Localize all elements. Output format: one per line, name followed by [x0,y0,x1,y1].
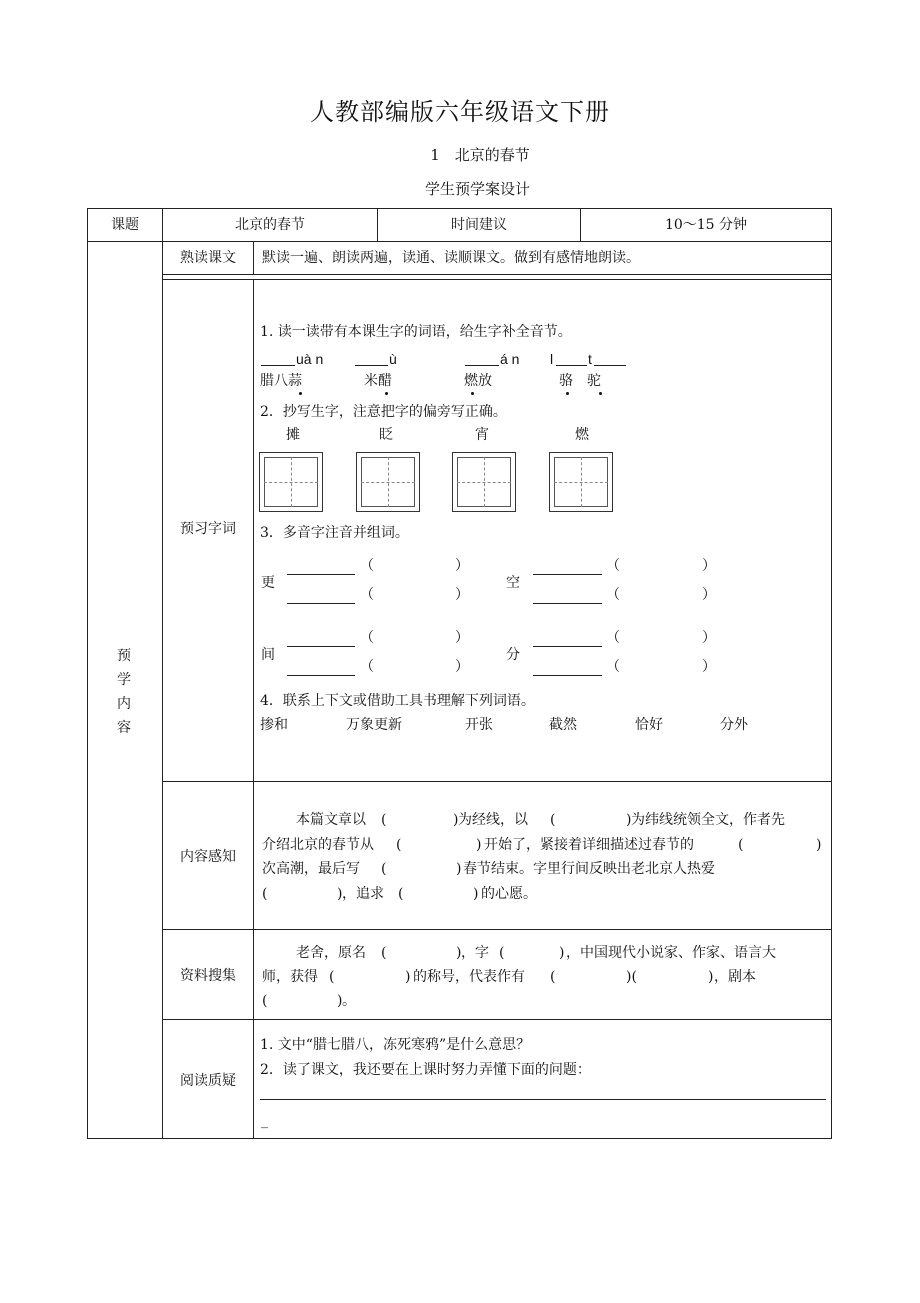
vocab-term: 截然 [549,717,577,733]
table-col-divider [253,241,254,275]
blank-open: ( [381,945,387,961]
paren-close: ） [455,630,469,646]
pinyin-blank[interactable] [465,365,499,366]
reading-content: 默读一遍、朗读两遍，读通、读顺课文。做到有感情地朗读。 [262,250,640,266]
blank-open: ( [550,812,556,828]
vocab-term: 开张 [465,717,493,733]
reading-label: 熟读课文 [180,250,236,266]
research-text: 。 [342,993,356,1009]
pinyin-final: uà n [296,351,324,367]
research-text: ，中国现代小说家、作家、语言大 [566,945,776,961]
pinyin-answer-line[interactable] [533,675,602,676]
answer-line[interactable] [260,1099,826,1100]
research-label: 资料搜集 [180,968,236,984]
vocab-question-2: 2．抄写生字，注意把字的偏旁写正确。 [260,404,507,420]
blank-open: ( [381,812,387,828]
content-text: 为纬线统领全文，作者先 [631,812,785,828]
pinyin-answer-line[interactable] [533,646,602,647]
pinyin-blank[interactable] [355,365,388,366]
blank-open: ( [550,969,556,985]
table-row-divider [162,929,832,930]
paren-open: （ [360,659,374,675]
paren-close: ） [455,558,469,574]
research-text: ，字 [461,945,489,961]
blank-close: ) [473,886,479,902]
emphasis-dot [566,392,569,395]
pinyin-answer-line[interactable] [287,574,355,575]
content-text: 介绍北京的春节从 [262,837,374,853]
side-label-char: 内 [117,696,131,712]
paren-open: （ [360,587,374,603]
blank-close: ) [337,886,343,902]
blank-open: ( [262,886,268,902]
blank-close: ) [337,993,343,1009]
lesson-title: 1 北京的春节 [430,146,530,164]
emphasis-dot [471,392,474,395]
page-title: 人教部编版六年级语文下册 [310,98,610,126]
pinyin-blank[interactable] [594,365,626,366]
blank-close: ) [456,861,462,877]
vocab-label: 预习字词 [180,521,236,537]
table-right-border [831,208,832,1139]
paren-open: （ [606,630,620,646]
time-value: 10～15 分钟 [664,217,748,233]
copy-char: 燃 [575,427,589,443]
topic-label: 课题 [111,217,139,233]
emphasis-dot [385,392,388,395]
table-left-border [87,208,88,1139]
blank-open: ( [499,945,505,961]
vocab-question-1: 1. 读一读带有本课生字的词语，给生字补全音节。 [260,324,572,340]
vocab-word: 腊八蒜 [260,373,302,389]
content-text: ，追求 [342,886,384,902]
content-text: 次高潮，最后写 [262,861,360,877]
time-label: 时间建议 [451,217,507,233]
polyphone-char: 空 [506,575,520,591]
paren-close: ） [702,587,716,603]
vocab-question-4: 4．联系上下文或借助工具书理解下列词语。 [260,693,535,709]
blank-open: ( [396,837,402,853]
content-text: 开始了，紧接着详细描述过春节的 [484,837,694,853]
paren-close: ） [702,659,716,675]
table-col-divider [253,279,254,1139]
pinyin-answer-line[interactable] [287,603,355,604]
side-label [114,644,134,740]
vocab-word: 骆 驼 [559,373,601,389]
paren-close: ） [455,587,469,603]
blank-open: ( [329,969,335,985]
pinyin-initial: l [550,351,554,367]
pinyin-answer-line[interactable] [533,603,602,604]
content-text: 春节结束。字里行间反映出老北京人热爱 [463,861,715,877]
vocab-word: 米醋 [364,373,392,389]
table-row-divider [162,1019,832,1020]
blank-close: ) [405,969,411,985]
copy-char: 宵 [475,427,489,443]
writing-grid[interactable] [356,452,420,512]
copy-char: 摊 [286,427,300,443]
content-label: 内容感知 [180,849,236,865]
paren-open: （ [606,659,620,675]
polyphone-char: 更 [261,575,275,591]
pinyin-answer-line[interactable] [287,675,355,676]
blank-open: ( [738,837,744,853]
polyphone-char: 间 [261,647,275,663]
table-col-divider [162,208,163,1139]
pinyin-final: á n [500,351,520,367]
questions-label: 阅读质疑 [180,1073,236,1089]
pinyin-blank[interactable] [556,365,587,366]
blank-close: ) [559,945,565,961]
research-text: 老舍，原名 [296,945,366,961]
blank-close: ) [708,969,714,985]
table-row-divider [162,274,832,275]
question-2: 2．读了课文，我还要在上课时努力弄懂下面的问题： [260,1062,591,1078]
table-bottom-border [87,1138,832,1139]
vocab-term: 分外 [720,717,748,733]
table-row-divider [162,781,832,782]
blank-close: ) [456,945,462,961]
question-1: 1. 文中“腊七腊八，冻死寒鸦”是什么意思？ [260,1037,531,1053]
pinyin-final: ù [389,351,397,367]
pinyin-blank[interactable] [261,365,295,366]
blank-open: ( [262,993,268,1009]
blank-close: ) [453,812,459,828]
blank-pair: )( [626,969,637,985]
paren-open: （ [360,558,374,574]
writing-grid[interactable] [452,452,516,512]
pinyin-answer-line[interactable] [287,646,355,647]
paren-close: ） [702,558,716,574]
pinyin-initial: t [588,351,592,367]
table-row-divider [87,241,832,242]
paren-open: （ [606,558,620,574]
sub-title: 学生预学案设计 [424,180,530,198]
vocab-word: 燃放 [464,373,492,389]
side-label-char: 容 [117,720,131,736]
research-text: 的称号，代表作有 [413,969,525,985]
vocab-term: 掺和 [260,717,288,733]
side-label-char: 预 [117,648,131,664]
content-text: 为经线，以 [458,812,528,828]
table-row-divider [162,279,832,280]
vocab-term: 万象更新 [346,717,402,733]
paren-close: ） [455,659,469,675]
side-label-char: 学 [117,672,131,688]
research-text: 师，获得 [262,969,318,985]
content-text: 的心愿。 [481,886,537,902]
topic-value: 北京的春节 [235,217,305,233]
vocab-term: 恰好 [635,717,663,733]
blank-close: ) [816,837,822,853]
emphasis-dot [299,392,302,395]
paren-open: （ [360,630,374,646]
blank-close: ) [476,837,482,853]
paren-close: ） [702,630,716,646]
copy-char: 眨 [379,427,393,443]
paren-open: （ [606,587,620,603]
research-text: ，剧本 [714,969,756,985]
writing-grid[interactable] [259,452,323,512]
blank-open: ( [381,861,387,877]
blank-close: ) [626,812,632,828]
writing-grid[interactable] [549,452,613,512]
pinyin-answer-line[interactable] [533,574,602,575]
emphasis-dot [599,392,602,395]
table-top-border [87,208,832,209]
content-text: 本篇文章以 [296,812,366,828]
polyphone-char: 分 [506,647,520,663]
vocab-question-3: 3．多音字注音并组词。 [260,525,409,541]
answer-line-tail: _ [261,1113,268,1129]
blank-open: ( [398,886,404,902]
